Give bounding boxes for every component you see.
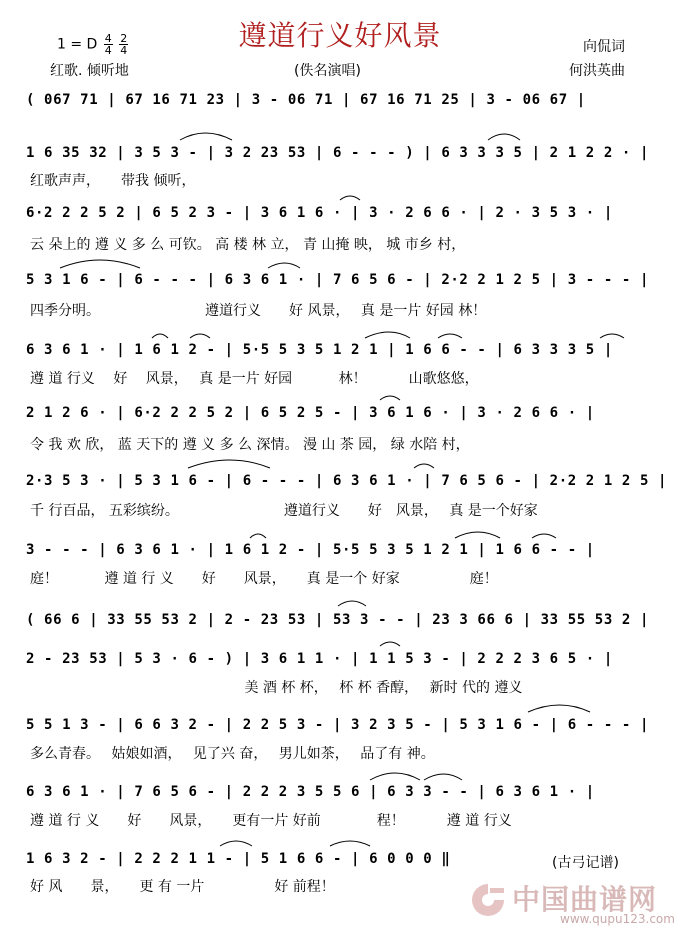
slur-mark — [532, 534, 556, 538]
time-sig-2-den: 4 — [120, 44, 128, 57]
song-title: 遵道行义好风景 — [238, 19, 442, 52]
slur-mark — [380, 396, 400, 400]
lyrics-row-4: 四季分明。 遵道行义 好 风景， 真 是一片 好园 林！ — [30, 303, 487, 319]
lyrics-row-10: 美 酒 杯 杯， 杯 杯 香醇， 新时 代的 遵义 — [30, 680, 523, 696]
genre-label: 红歌. 倾听地 — [50, 63, 129, 79]
lyrics-row-11: 多么青春。 姑娘如酒， 见了兴 奋， 男儿如茶， 品了有 神。 — [30, 746, 435, 762]
slur-mark — [455, 532, 500, 538]
lyrics-row-12: 遵 道 行 义 好 风景， 更有一片 好前 程！ 遵 道 行义 — [30, 813, 512, 829]
lyrics-row-7: 千 行百品， 五彩缤纷。 遵道行义 好 风景， 真 是一个好家 — [30, 503, 538, 519]
notation-row-7: 2·3 5 3 · | 5 3 1 6 - | 6 - - - | 6 3 6 1 · | 7 6 5 6 - | 2·2 2 1 2 5 | — [26, 473, 668, 489]
lyrics-row-13: 好 风 景， 更 有 一片 好 前程！ — [30, 879, 335, 895]
lyrics-row-2: 红歌声声， 带我 倾听， — [30, 173, 196, 189]
slur-mark — [190, 334, 210, 338]
time-sig-1-num: 4 — [104, 32, 112, 45]
notation-row-2: 1 6 35 32 | 3 5 3 - | 3 2 23 53 | 6 - - - ) | 6 3 3 3 5 | 2 1 2 2 · | — [26, 145, 649, 161]
slur-mark — [438, 334, 462, 338]
time-sig-2-num: 2 — [120, 32, 128, 45]
slur-mark — [152, 334, 168, 338]
slur-mark — [424, 774, 462, 780]
notation-row-9: ( 66 6 | 33 55 53 2 | 2 - 23 53 | 53 3 - - | 23 3 66 6 | 33 55 53 2 | — [26, 612, 649, 628]
lyrics-row-8: 庭！ 遵 道 行 义 好 风景， 真 是一个 好家 庭！ — [30, 571, 498, 587]
time-sig-1-den: 4 — [104, 44, 112, 57]
slur-mark — [488, 134, 520, 140]
slur-mark — [250, 534, 266, 538]
slur-mark — [180, 133, 232, 140]
notation-row-3: 6·2 2 2 5 2 | 6 5 2 3 - | 3 6 1 6 · | 3 · 2 6 6 · | 2 · 3 5 3 · | — [26, 205, 613, 221]
lyrics-row-3: 云 朵上的 遵 义 多 么 可钦。 高 楼 林 立， 青 山掩 映， 城 市乡 村， — [30, 237, 466, 253]
slur-mark — [330, 841, 370, 846]
notation-row-10: 2 - 23 53 | 5 3 · 6 - ) | 3 6 1 1 · | 1 1 5 3 - | 2 2 2 3 6 5 · | — [26, 651, 613, 667]
slur-mark — [600, 334, 624, 338]
slur-mark — [380, 642, 400, 646]
slur-mark — [365, 332, 410, 338]
notation-row-12: 6 3 6 1 · | 7 6 5 6 - | 2 2 2 3 5 5 6 | 6 3 3 - - | 6 3 6 1 · | — [26, 784, 595, 800]
notation-row-11: 5 5 1 3 - | 6 6 3 2 - | 2 2 5 3 - | 3 2 3 5 - | 5 3 1 6 - | 6 - - - | — [26, 717, 649, 733]
slur-mark — [338, 601, 366, 606]
composer-label: 何洪英曲 — [569, 63, 625, 79]
transcriber-label: (古弓记谱) — [552, 855, 619, 871]
notation-row-4: 5 3 1 6 - | 6 - - - | 6 3 6 1 · | 7 6 5 6 - | 2·2 2 1 2 5 | 3 - - - | — [26, 272, 649, 288]
slur-mark — [220, 841, 252, 846]
slur-mark — [60, 260, 140, 268]
lyrics-row-5: 遵 道 行义 好 风景， 真 是一片 好园 林！ 山歌悠悠， — [30, 371, 479, 387]
slur-mark — [528, 705, 590, 712]
slur-mark — [340, 196, 360, 200]
notation-row-13: 1 6 3 2 - | 2 2 2 1 1 - | 5 1 6 6 - | 6 0 0 0 ‖ — [26, 851, 451, 867]
singer-label: (佚名演唱) — [294, 63, 361, 79]
notation-row-8: 3 - - - | 6 3 6 1 · | 1 6 1 2 - | 5·5 5 3 5 1 2 1 | 1 6 6 - - | — [26, 542, 595, 558]
notation-row-1: ( 067 71 | 67 16 71 23 | 3 - 06 71 | 67 16 71 25 | 3 - 06 67 | — [26, 92, 586, 108]
notation-row-5: 6 3 6 1 · | 1 6 1 2 - | 5·5 5 3 5 1 2 1 | 1 6 6 - - | 6 3 3 3 5 | — [26, 342, 613, 358]
lyricist-label: 向侃词 — [583, 39, 625, 55]
site-logo-icon — [468, 880, 508, 920]
watermark-text: 中国曲谱网 — [512, 883, 658, 916]
slur-mark — [268, 263, 300, 268]
lyrics-row-6: 令 我 欢 欣， 蓝 天下的 遵 义 多 么 深情。 漫 山 茶 园， 绿 水陪 村， — [30, 437, 470, 453]
notation-row-6: 2 1 2 6 · | 6·2 2 2 5 2 | 6 5 2 5 - | 3 6 1 6 · | 3 · 2 6 6 · | — [26, 405, 595, 421]
slur-mark — [370, 773, 420, 780]
watermark-url: www.qupu123.com — [560, 912, 675, 926]
slur-mark — [188, 460, 270, 468]
key-label: 1 = D — [57, 36, 98, 53]
slur-mark — [414, 464, 434, 468]
